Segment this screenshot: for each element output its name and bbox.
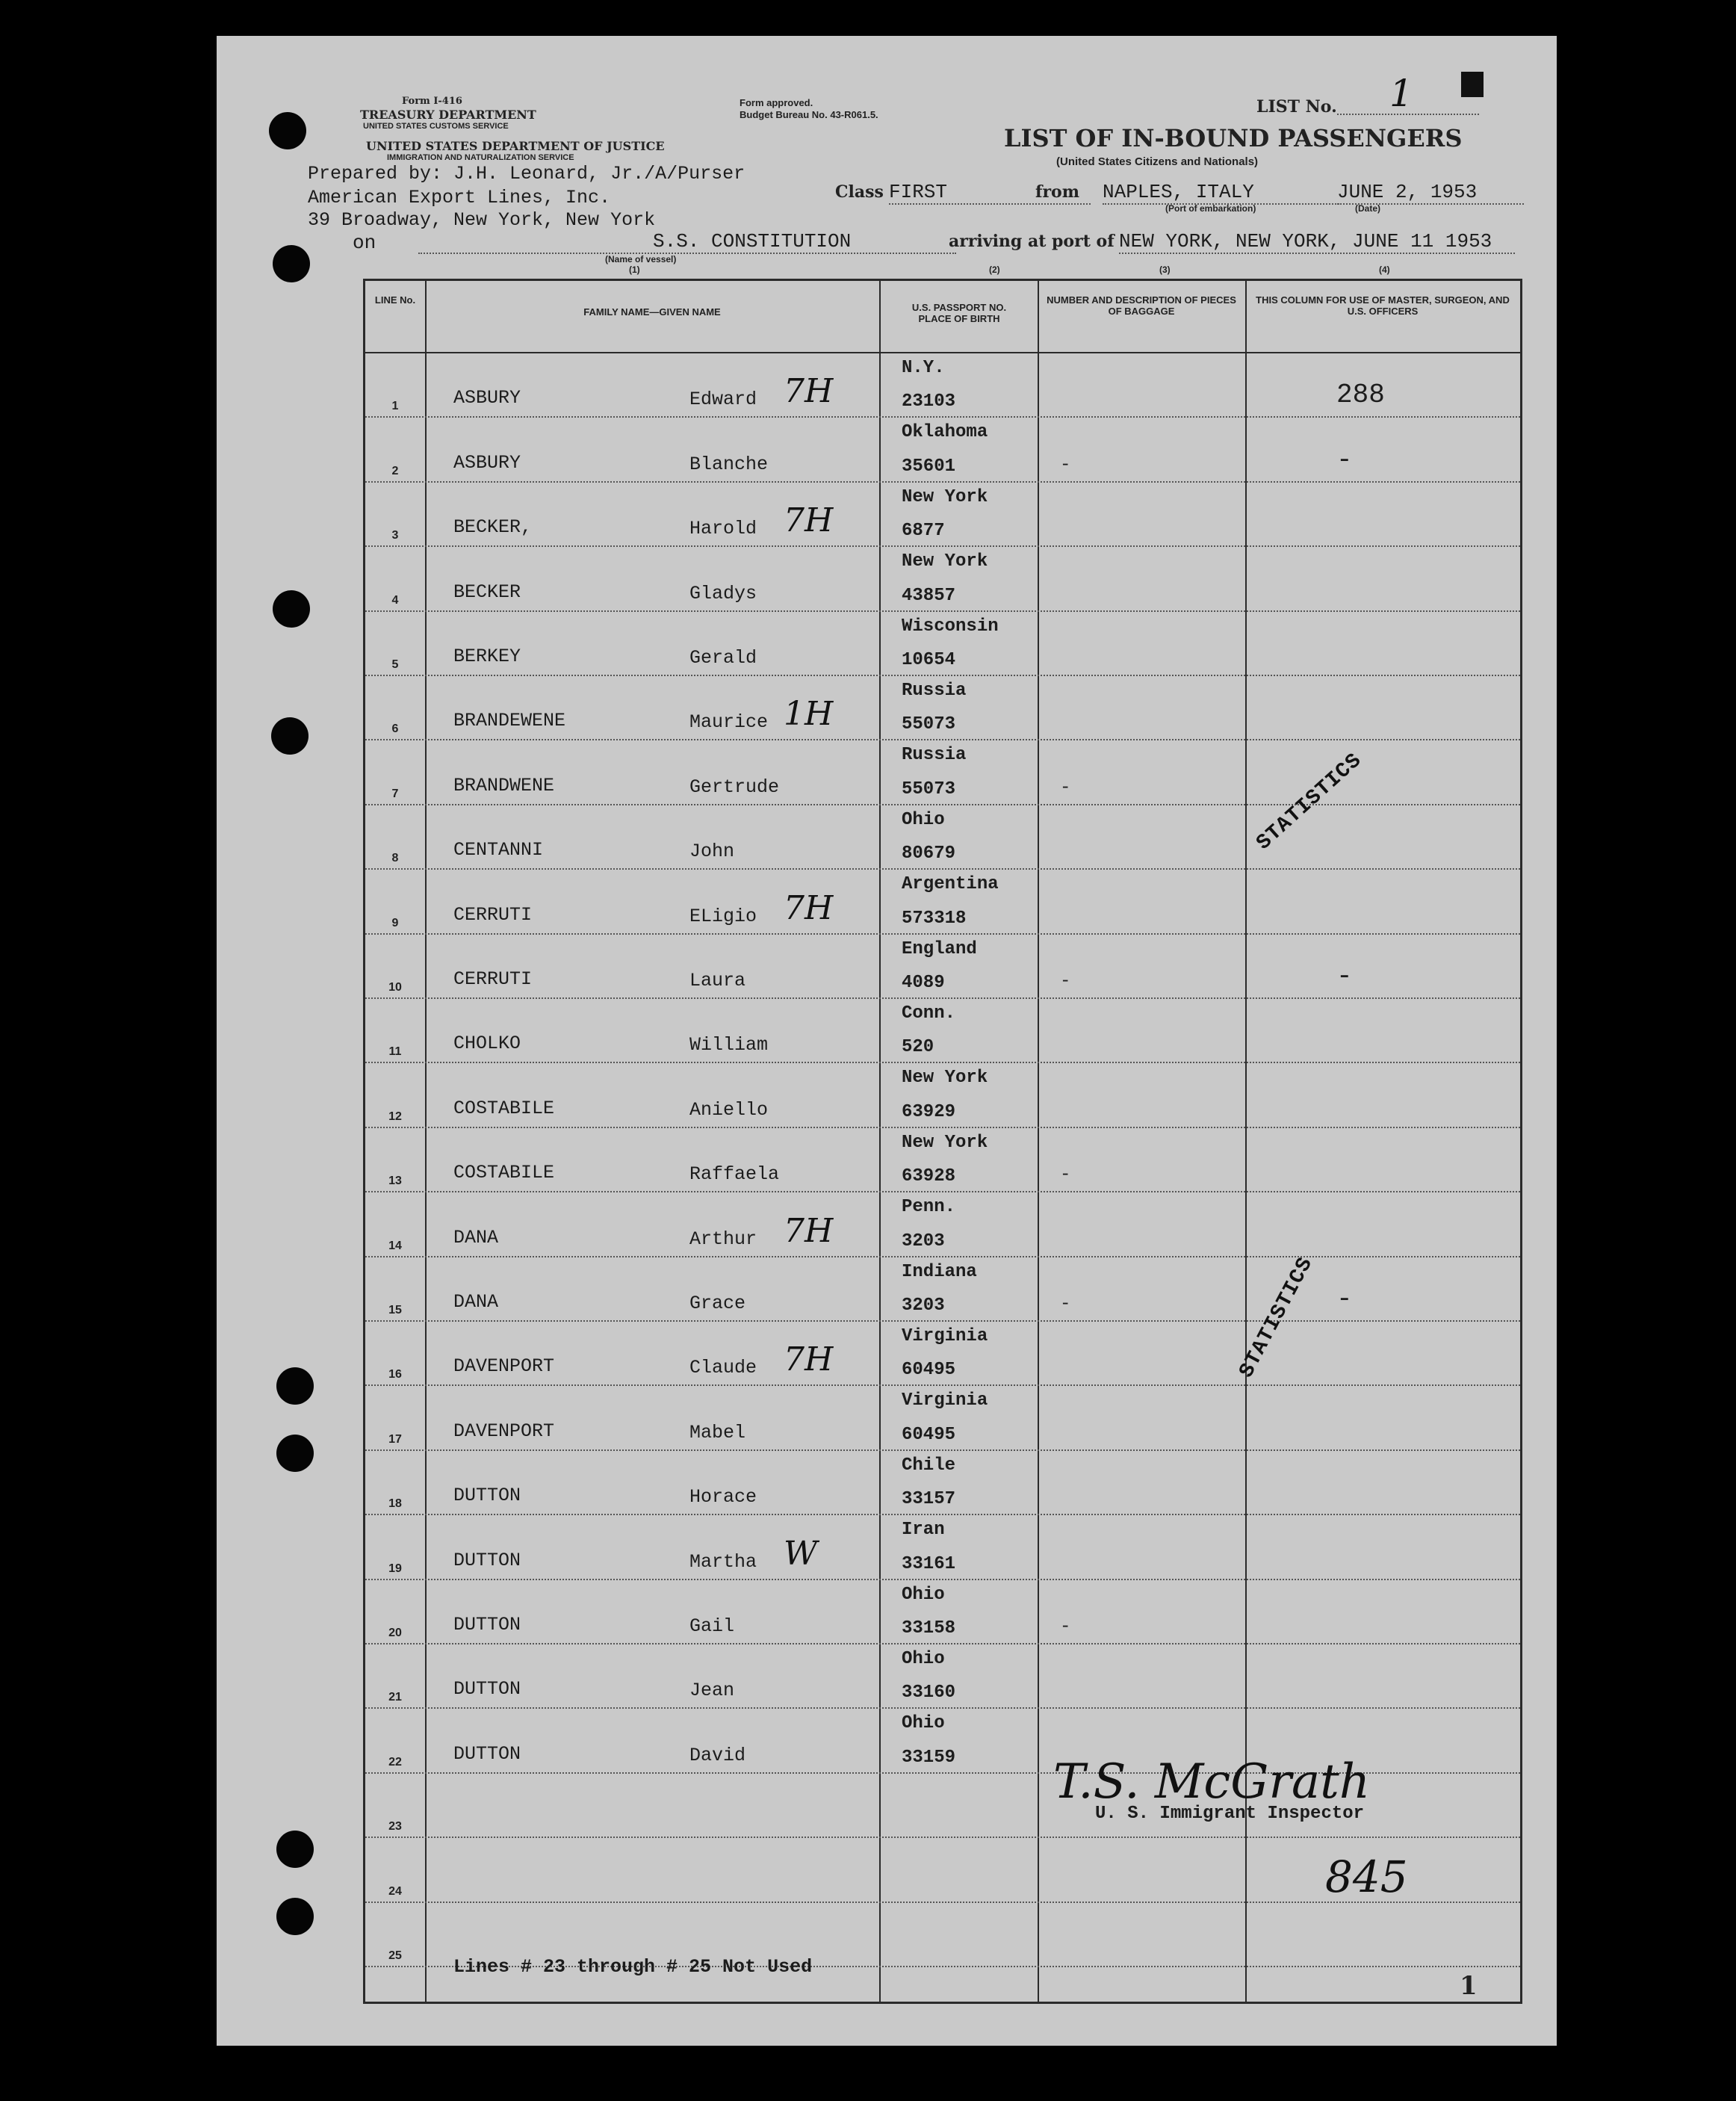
family-name: DUTTON [453,1549,521,1571]
class-label: Class [835,182,884,202]
table-row [365,868,1520,934]
date-caption: (Date) [1355,203,1381,214]
given-name: Gertrude [689,776,780,798]
port-caption: (Port of embarkation) [1165,203,1256,214]
family-name: CERRUTI [453,968,533,990]
arrival-value: NEW YORK, NEW YORK, JUNE 11 1953 [1119,230,1515,254]
place-of-birth: Iran [902,1520,945,1541]
place-of-birth: Penn. [902,1197,956,1218]
given-name: Maurice [689,711,769,734]
arriving-label: arriving at port of [949,232,1115,251]
handwritten-mark: 1H [784,695,834,734]
family-name: BERKEY [453,645,521,667]
table-row [365,416,1520,482]
given-name: Jean [689,1680,735,1702]
family-name: CERRUTI [453,903,533,926]
passport-number: 33161 [902,1553,956,1574]
line-number: 12 [388,1110,402,1123]
family-name: BECKER [453,581,521,603]
table-row [365,1514,1520,1579]
class-value: FIRST [889,181,1091,205]
line-number: 16 [388,1368,402,1381]
family-name: ASBURY [453,387,521,409]
given-name: John [689,841,735,863]
from-label: from [1035,182,1080,202]
family-name: DUTTON [453,1742,521,1765]
line-number: 2 [391,464,399,477]
passport-number: 33157 [902,1489,956,1510]
passport-number: 63928 [902,1166,956,1187]
place-of-birth: Conn. [902,1003,956,1024]
statistics-stamp: STATISTICS [1252,749,1367,855]
line-number: 6 [391,722,399,736]
caption-4: (4) [1379,264,1390,275]
family-name: BECKER, [453,516,533,539]
baggage-cell: - [1060,1165,1071,1186]
col-officers: THIS COLUMN FOR USE OF MASTER, SURGEON, AND U.S. OFFICERS [1256,294,1510,317]
binder-hole [276,1898,314,1935]
passport-number: 573318 [902,908,967,929]
inspector-signature: T.S. McGrath [1053,1754,1371,1810]
place-of-birth: New York [902,486,988,507]
binder-hole [276,1435,314,1472]
given-name: Gail [689,1615,735,1637]
line-number: 9 [391,916,399,929]
family-name: CENTANNI [453,839,544,861]
line-number: 23 [388,1820,402,1834]
prepared-by: Prepared by: J.H. Leonard, Jr./A/Purser [308,163,745,185]
given-name: Claude [689,1357,757,1379]
binder-hole [273,590,310,628]
place-of-birth: New York [902,1132,988,1153]
table-row [365,610,1520,676]
officer-cell: 288 [1336,380,1385,411]
family-name: COSTABILE [453,1162,555,1184]
handwritten-mark: 7H [784,888,834,927]
line-number: 20 [388,1626,402,1639]
passport-number: 60495 [902,1424,956,1445]
corner-mark [1461,72,1484,97]
place-of-birth: Russia [902,681,967,701]
passport-number: 3203 [902,1295,945,1316]
caption-3: (3) [1159,264,1171,275]
place-of-birth: Ohio [902,1649,945,1669]
vessel-caption-num: (1) [629,264,640,275]
naturalization-service: IMMIGRATION AND NATURALIZATION SERVICE [387,153,574,162]
table-row [365,1062,1520,1127]
line-number: 22 [388,1755,402,1769]
place-of-birth: New York [902,551,988,572]
passenger-table [363,279,1522,2004]
list-no-field [1337,72,1479,115]
given-name: Gladys [689,582,757,604]
statistics-stamp: STATISTICS [1235,1253,1318,1382]
line-number: 8 [391,852,399,865]
given-name: Gerald [689,646,757,669]
justice-dept: UNITED STATES DEPARTMENT OF JUSTICE [366,139,665,153]
passport-number: 33160 [902,1683,956,1704]
baggage-cell: - [1060,454,1071,475]
table-row [365,1643,1520,1709]
place-of-birth: Oklahoma [902,422,988,443]
passport-number: 33159 [902,1747,956,1768]
given-name: Arthur [689,1228,757,1250]
family-name: DANA [453,1226,499,1248]
col-passport: U.S. PASSPORT NO. PLACE OF BIRTH [911,302,1007,324]
handwritten-note: 845 [1325,1851,1408,1902]
table-row [365,997,1520,1063]
given-name: Martha [689,1550,757,1573]
officer-cell: - [1336,444,1353,475]
binder-hole [276,1367,314,1405]
line-number: 19 [388,1562,402,1575]
passport-number: 55073 [902,714,956,735]
form-number: Form I-416 [402,96,462,107]
passenger-list-document [217,36,1557,2046]
given-name: Mabel [689,1421,746,1444]
passport-number: 3203 [902,1231,945,1251]
given-name: David [689,1744,746,1766]
passport-number: 43857 [902,585,956,606]
officer-cell: - [1336,960,1353,991]
line-number: 11 [388,1045,402,1059]
binder-hole [269,112,306,149]
vessel-caption: (Name of vessel) [605,254,677,264]
family-name: COSTABILE [453,1097,555,1119]
from-value: NAPLES, ITALY [1103,181,1342,205]
table-row [365,1384,1520,1450]
passport-number: 4089 [902,972,945,993]
table-row [365,804,1520,870]
handwritten-mark: 7H [784,501,834,540]
table-row [365,1320,1520,1386]
passport-number: 6877 [902,521,945,542]
table-row [365,481,1520,547]
table-row [365,1256,1520,1322]
place-of-birth: Ohio [902,1713,945,1734]
list-subtitle: (United States Citizens and Nationals) [1056,155,1259,168]
family-name: BRANDEWENE [453,710,566,732]
line-number: 17 [388,1432,402,1446]
prepared-company: American Export Lines, Inc. [308,187,611,208]
family-name: DUTTON [453,1678,521,1701]
col-line-no: LINE No. [374,294,416,306]
inspector-title: U. S. Immigrant Inspector [1095,1804,1365,1824]
table-row [365,545,1520,611]
list-no-label: LIST No. [1256,97,1337,117]
passport-number: 23103 [902,392,956,412]
vessel-value: S.S. CONSTITUTION [418,230,956,254]
passport-number: 33158 [902,1618,956,1639]
family-name: DANA [453,1290,499,1313]
table-row [365,675,1520,740]
line-number: 10 [388,980,402,994]
place-of-birth: Indiana [902,1261,977,1282]
budget-bureau: Budget Bureau No. 43-R061.5. [740,109,878,120]
place-of-birth: Ohio [902,809,945,830]
line-number: 24 [388,1884,402,1898]
family-name: ASBURY [453,451,521,474]
place-of-birth: Argentina [902,874,999,895]
binder-hole [276,1831,314,1868]
passport-number: 35601 [902,456,956,477]
family-name: BRANDWENE [453,774,555,796]
page-marker: 1 [1460,1971,1478,2001]
date-value: JUNE 2, 1953 [1337,181,1524,205]
place-of-birth: Russia [902,745,967,766]
line-number: 1 [391,400,399,413]
place-of-birth: Wisconsin [902,616,999,637]
handwritten-mark: W [784,1534,818,1573]
baggage-cell: - [1060,1616,1071,1637]
prepared-address: 39 Broadway, New York, New York [308,209,656,231]
caption-2: (2) [989,264,1000,275]
passport-number: 80679 [902,844,956,864]
handwritten-mark: 7H [784,1340,834,1379]
line-number: 18 [388,1497,402,1511]
officer-cell: - [1336,1283,1353,1314]
given-name: ELigio [689,905,757,927]
handwritten-mark: 7H [784,1211,834,1250]
line-number: 15 [388,1303,402,1316]
treasury-dept: TREASURY DEPARTMENT [360,108,536,122]
line-number: 25 [388,1949,402,1962]
given-name: Harold [689,518,757,540]
family-name: DAVENPORT [453,1355,555,1378]
baggage-cell: - [1060,777,1071,798]
binder-hole [271,717,309,755]
passport-number: 60495 [902,1360,956,1381]
place-of-birth: New York [902,1068,988,1089]
form-approved: Form approved. [740,97,813,108]
table-row [365,352,1520,418]
passport-number: 10654 [902,649,956,670]
table-row [365,1579,1520,1644]
binder-hole [273,245,310,282]
given-name: Horace [689,1486,757,1509]
col-baggage: NUMBER AND DESCRIPTION OF PIECES OF BAGGAGE [1047,294,1236,317]
given-name: Raffaela [689,1163,780,1186]
line-number: 7 [391,787,399,800]
family-name: CHOLKO [453,1033,521,1055]
passport-number: 55073 [902,779,956,799]
table-row [365,1127,1520,1192]
place-of-birth: Chile [902,1455,956,1476]
family-name: DUTTON [453,1485,521,1507]
line-number: 13 [388,1175,402,1188]
footer-note: Lines # 23 through # 25 Not Used [453,1956,813,1978]
list-title: LIST OF IN-BOUND PASSENGERS [1004,124,1463,152]
place-of-birth: Virginia [902,1390,988,1411]
col-name: FAMILY NAME—GIVEN NAME [583,306,721,318]
line-number: 4 [391,593,399,607]
given-name: Laura [689,969,746,991]
list-no-value: 1 [1389,72,1413,115]
place-of-birth: England [902,938,977,959]
table-row [365,933,1520,999]
given-name: Aniello [689,1098,769,1121]
handwritten-mark: 7H [784,372,834,411]
family-name: DUTTON [453,1613,521,1636]
given-name: Blanche [689,453,769,475]
baggage-cell: - [1060,971,1071,991]
baggage-cell: - [1060,1293,1071,1314]
line-number: 5 [391,657,399,671]
place-of-birth: Virginia [902,1326,988,1346]
given-name: William [689,1034,769,1056]
table-row [365,1449,1520,1515]
line-number: 3 [391,529,399,542]
family-name: DAVENPORT [453,1420,555,1442]
passport-number: 63929 [902,1101,956,1122]
place-of-birth: Ohio [902,1584,945,1605]
table-row [365,1191,1520,1257]
table-header [365,281,1520,353]
given-name: Edward [689,389,757,411]
customs-service: UNITED STATES CUSTOMS SERVICE [363,122,509,131]
passport-number: 520 [902,1037,934,1058]
line-number: 14 [388,1239,402,1252]
place-of-birth: N.Y. [902,358,945,378]
line-number: 21 [388,1691,402,1704]
given-name: Grace [689,1292,746,1314]
on-label: on [353,232,376,254]
